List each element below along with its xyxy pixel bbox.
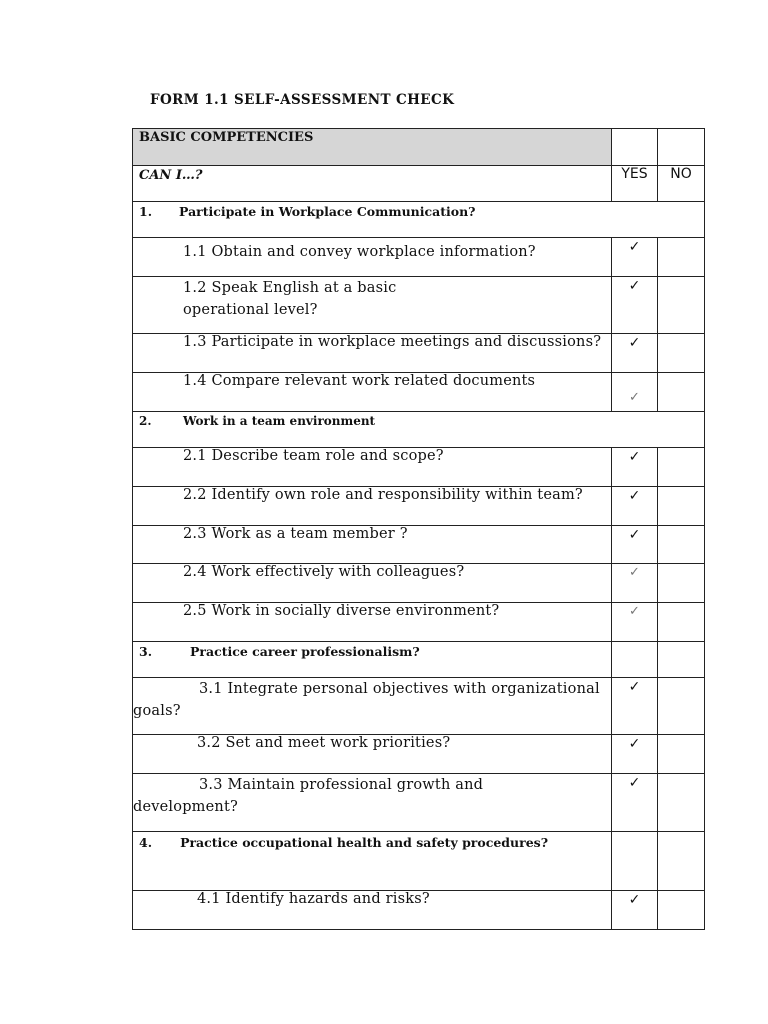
no-cell [658, 774, 705, 832]
yes-check-icon: ✓ [628, 239, 641, 255]
section-number: 1. [139, 204, 153, 219]
question-row [133, 166, 705, 202]
no-cell [658, 678, 705, 735]
item-text: 2.4 Work effectively with colleagues? [183, 564, 465, 580]
yes-header-blank [612, 129, 658, 166]
section-row [133, 642, 705, 678]
item-text: 1.3 Participate in workplace meetings and discussions? [183, 334, 602, 350]
yes-check-icon: ✓ [629, 604, 640, 619]
item-row [133, 526, 705, 564]
section-number: 2. [139, 414, 152, 428]
no-header-blank [658, 129, 705, 166]
no-cell [658, 564, 705, 603]
yes-check-icon: ✓ [628, 335, 641, 351]
no-cell [658, 526, 705, 564]
yes-check-icon: ✓ [628, 892, 641, 908]
item-row [133, 774, 705, 832]
item-text: 1.2 Speak English at a basic operational level? [183, 280, 397, 318]
item-row [133, 334, 705, 373]
item-text: 1.4 Compare relevant work related documents [183, 373, 536, 389]
item-row [133, 448, 705, 487]
yes-check-icon: ✓ [628, 527, 641, 543]
item-text: 4.1 Identify hazards and risks? [197, 891, 430, 907]
yes-check-icon: ✓ [629, 565, 640, 580]
yes-check-icon: ✓ [629, 390, 640, 405]
yes-check-icon: ✓ [628, 736, 641, 752]
no-cell [658, 373, 705, 412]
section-row [133, 832, 705, 891]
no-cell [658, 277, 705, 334]
yes-check-icon: ✓ [628, 278, 641, 294]
item-text: 2.1 Describe team role and scope? [183, 448, 444, 464]
item-row [133, 487, 705, 526]
no-column-label: NO [670, 166, 692, 182]
item-row [133, 277, 705, 334]
section-row [133, 412, 705, 448]
item-text: 1.1 Obtain and convey workplace information? [183, 244, 536, 260]
form-title: FORM 1.1 SELF-ASSESSMENT CHECK [150, 92, 455, 108]
basic-competencies-cell [133, 129, 612, 166]
item-text: 3.1 Integrate personal objectives with organizational goals? [133, 681, 600, 719]
item-text: 2.2 Identify own role and responsibility within team? [183, 487, 583, 503]
no-cell [658, 735, 705, 774]
can-i-label: CAN I…? [139, 168, 203, 183]
no-cell [658, 448, 705, 487]
item-row [133, 891, 705, 930]
no-cell [658, 891, 705, 930]
basic-competencies-heading: BASIC COMPETENCIES [139, 130, 314, 145]
no-cell [658, 238, 705, 277]
header-row [133, 129, 705, 166]
no-cell [658, 832, 705, 891]
section-number: 3. [139, 644, 153, 659]
item-row [133, 678, 705, 735]
item-row [133, 238, 705, 277]
yes-cell [612, 832, 658, 891]
section-row [133, 202, 705, 238]
yes-column-label: YES [621, 166, 648, 182]
self-assessment-table [132, 128, 705, 930]
section-title: Practice career professionalism? [190, 644, 420, 659]
section-title: Work in a team environment [183, 414, 376, 428]
section-title: Practice occupational health and safety procedures? [180, 835, 549, 850]
item-row [133, 373, 705, 412]
item-text: 2.5 Work in socially diverse environment? [183, 603, 500, 619]
yes-check-icon: ✓ [628, 775, 641, 791]
section-number: 4. [139, 835, 153, 850]
no-cell [658, 487, 705, 526]
item-row [133, 603, 705, 642]
no-cell [658, 334, 705, 373]
no-cell [658, 642, 705, 678]
yes-check-icon: ✓ [628, 449, 641, 465]
item-text: 3.3 Maintain professional growth and development? [133, 777, 484, 815]
yes-cell [612, 642, 658, 678]
item-text: 3.2 Set and meet work priorities? [197, 735, 451, 751]
item-row [133, 564, 705, 603]
item-row [133, 735, 705, 774]
item-text: 2.3 Work as a team member ? [183, 526, 408, 542]
yes-check-icon: ✓ [628, 679, 641, 695]
yes-check-icon: ✓ [628, 488, 641, 504]
section-title: Participate in Workplace Communication? [179, 204, 476, 219]
no-cell [658, 603, 705, 642]
